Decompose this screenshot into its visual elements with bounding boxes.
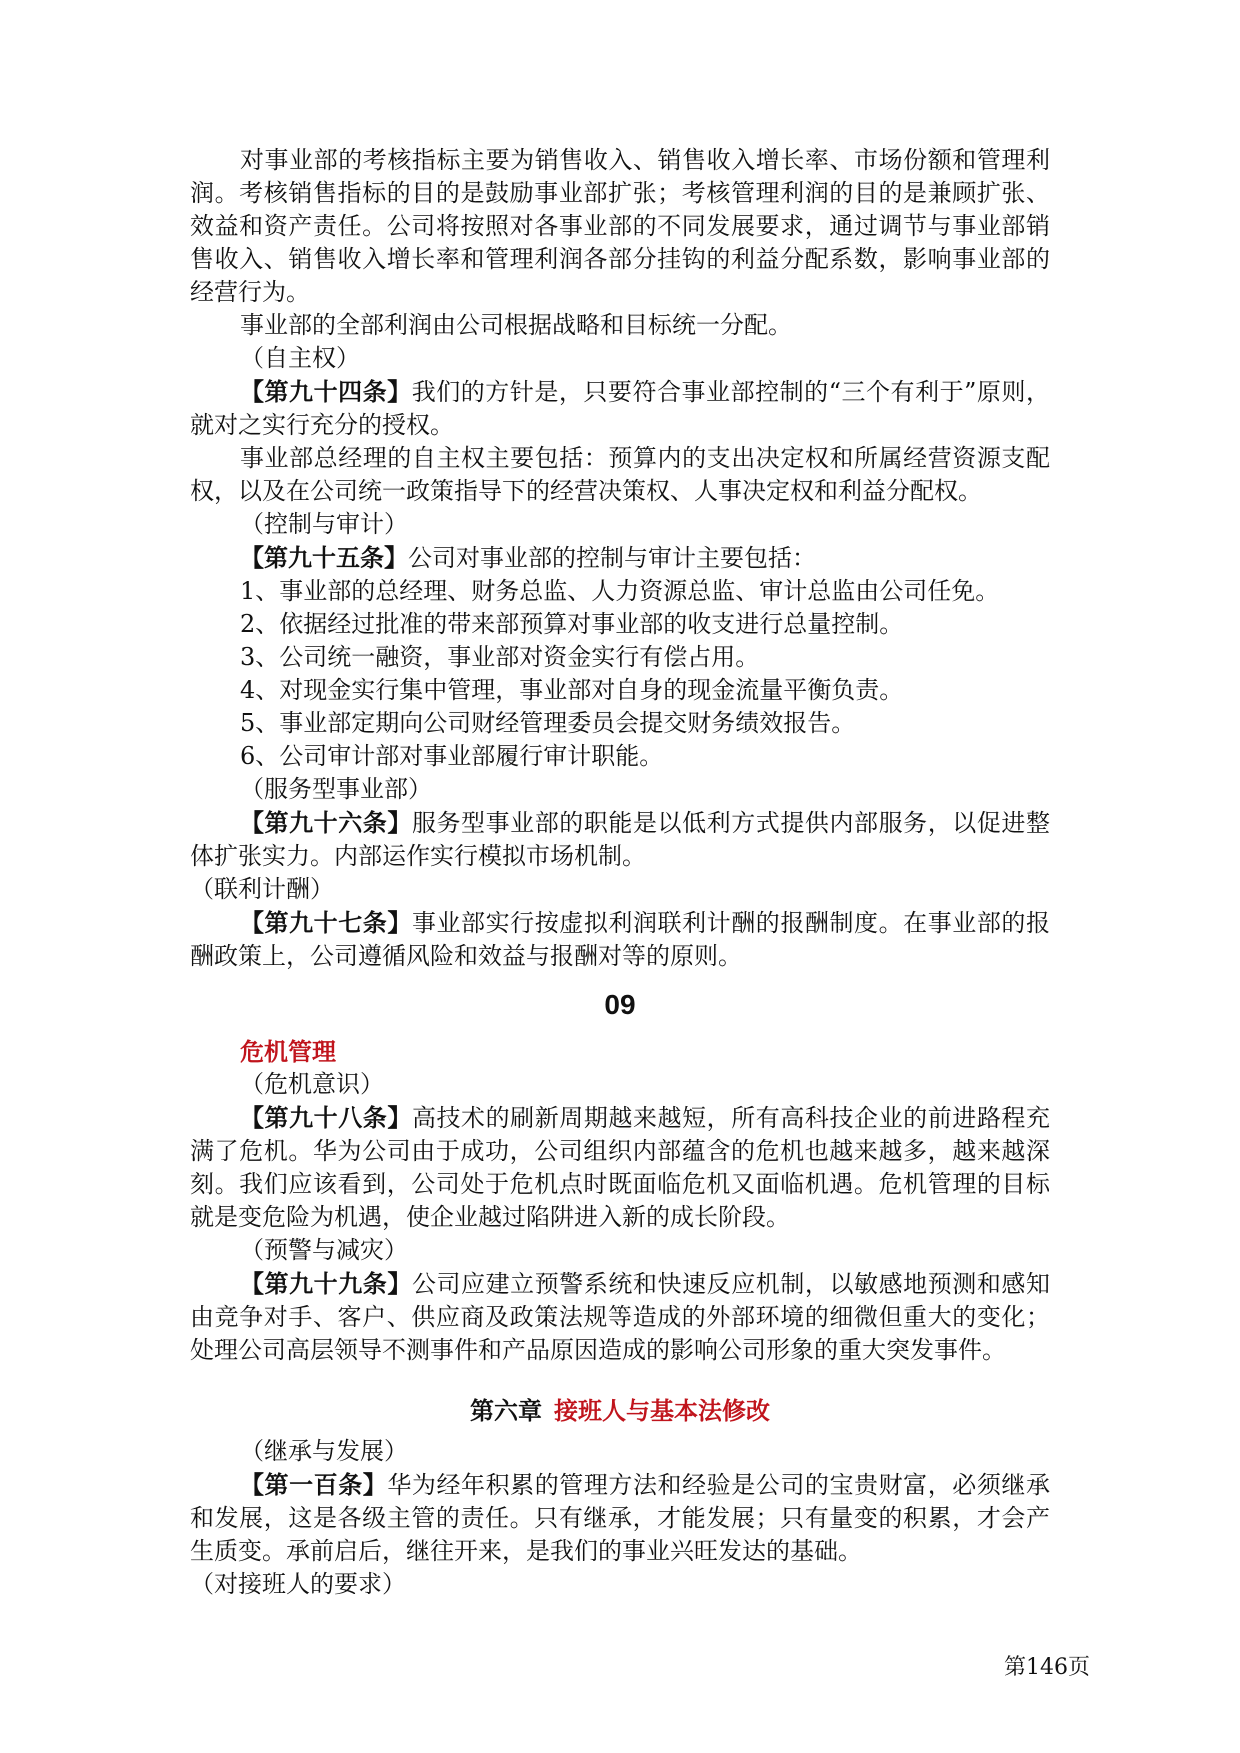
subheading-crisis-awareness: （危机意识） xyxy=(240,1070,384,1098)
article-97-label: 【第九十七条】 xyxy=(240,908,412,937)
subheading-service-division: （服务型事业部） xyxy=(240,775,432,803)
article-94-label: 【第九十四条】 xyxy=(240,377,412,406)
list-item: 3、公司统一融资，事业部对资金实行有偿占用。 xyxy=(240,643,760,671)
article-94-text: 我们的方针是，只要符合事业部控制的“三个有利于”原则，就对之实行充分的授权。 xyxy=(190,378,1050,439)
paragraph-assessment: 对事业部的考核指标主要为销售收入、销售收入增长率、市场份额和管理利润。考核销售指标的目的是鼓励事业部扩张；考核管理利润的目的是兼顾扩张、效益和资产责任。公司将按照对各事业部的不同发展要求，通过调节与事业部销售收入、销售收入增长率和管理利润各部分挂钩的利益分配系数，影响事业部的经营行为。 xyxy=(190,146,1050,306)
article-94 xyxy=(190,375,1050,442)
document-body xyxy=(190,144,1050,1601)
page-number: 第146页 xyxy=(1004,1655,1090,1680)
list-item: 5、事业部定期向公司财经管理委员会提交财务绩效报告。 xyxy=(240,709,856,737)
article-95 xyxy=(190,541,1050,575)
article-95-label: 【第九十五条】 xyxy=(240,543,408,572)
article-96 xyxy=(190,806,1050,873)
subheading-early-warning: （预警与减灾） xyxy=(240,1236,408,1264)
list-item: 4、对现金实行集中管理，事业部对自身的现金流量平衡负责。 xyxy=(240,676,904,704)
subheading-profit-linked-pay: （联利计酬） xyxy=(190,875,334,903)
list-item: 6、公司审计部对事业部履行审计职能。 xyxy=(240,742,664,770)
article-97 xyxy=(190,906,1050,973)
article-98-label: 【第九十八条】 xyxy=(240,1103,412,1132)
list-item: 2、依据经过批准的带来部预算对事业部的收支进行总量控制。 xyxy=(240,610,904,638)
paragraph-profit-distribution: 事业部的全部利润由公司根据战略和目标统一分配。 xyxy=(240,311,792,339)
chapter-title: 接班人与基本法修改 xyxy=(554,1396,770,1425)
section-number: 09 xyxy=(604,989,636,1020)
article-99-label: 【第九十九条】 xyxy=(240,1269,412,1298)
section-title: 危机管理 xyxy=(240,1037,336,1066)
article-96-label: 【第九十六条】 xyxy=(240,808,412,837)
article-100-label: 【第一百条】 xyxy=(240,1470,388,1499)
article-100-text: 华为经年积累的管理方法和经验是公司的宝贵财富，必须继承和发展，这是各级主管的责任。只有继承，才能发展；只有量变的积累，才会产生质变。承前启后，继往开来，是我们的事业兴旺发达的基础。 xyxy=(190,1471,1050,1565)
article-100 xyxy=(190,1468,1050,1568)
article-98-text: 高技术的刷新周期越来越短，所有高科技企业的前进路程充满了危机。华为公司由于成功，公司组织内部蕴含的危机也越来越多，越来越深刻。我们应该看到，公司处于危机点时既面临危机又面临机遇。危机管理的目标就是变危险为机遇，使企业越过陷阱进入新的成长阶段。 xyxy=(190,1104,1050,1231)
article-95-text: 公司对事业部的控制与审计主要包括： xyxy=(408,544,816,572)
chapter-heading xyxy=(190,1393,1050,1429)
paragraph-gm-autonomy: 事业部总经理的自主权主要包括：预算内的支出决定权和所属经营资源支配权，以及在公司统一政策指导下的经营决策权、人事决定权和利益分配权。 xyxy=(190,444,1050,505)
article-96-text: 服务型事业部的职能是以低利方式提供内部服务，以促进整体扩张实力。内部运作实行模拟市场机制。 xyxy=(190,809,1050,870)
article-99 xyxy=(190,1267,1050,1367)
subheading-successor-requirements: （对接班人的要求） xyxy=(190,1570,406,1598)
subheading-autonomy: （自主权） xyxy=(240,344,360,372)
list-item: 1、事业部的总经理、财务总监、人力资源总监、审计总监由公司任免。 xyxy=(240,577,1000,605)
article-99-text: 公司应建立预警系统和快速反应机制，以敏感地预测和感知由竞争对手、客户、供应商及政策法规等造成的外部环境的细微但重大的变化；处理公司高层领导不测事件和产品原因造成的影响公司形象的重大突发事件。 xyxy=(190,1270,1050,1364)
subheading-control-audit: （控制与审计） xyxy=(240,510,408,538)
chapter-prefix: 第六章 xyxy=(470,1396,542,1425)
article-97-text: 事业部实行按虚拟利润联利计酬的报酬制度。在事业部的报酬政策上，公司遵循风险和效益与报酬对等的原则。 xyxy=(190,909,1050,970)
article-98 xyxy=(190,1101,1050,1234)
subheading-succession: （继承与发展） xyxy=(240,1437,408,1465)
